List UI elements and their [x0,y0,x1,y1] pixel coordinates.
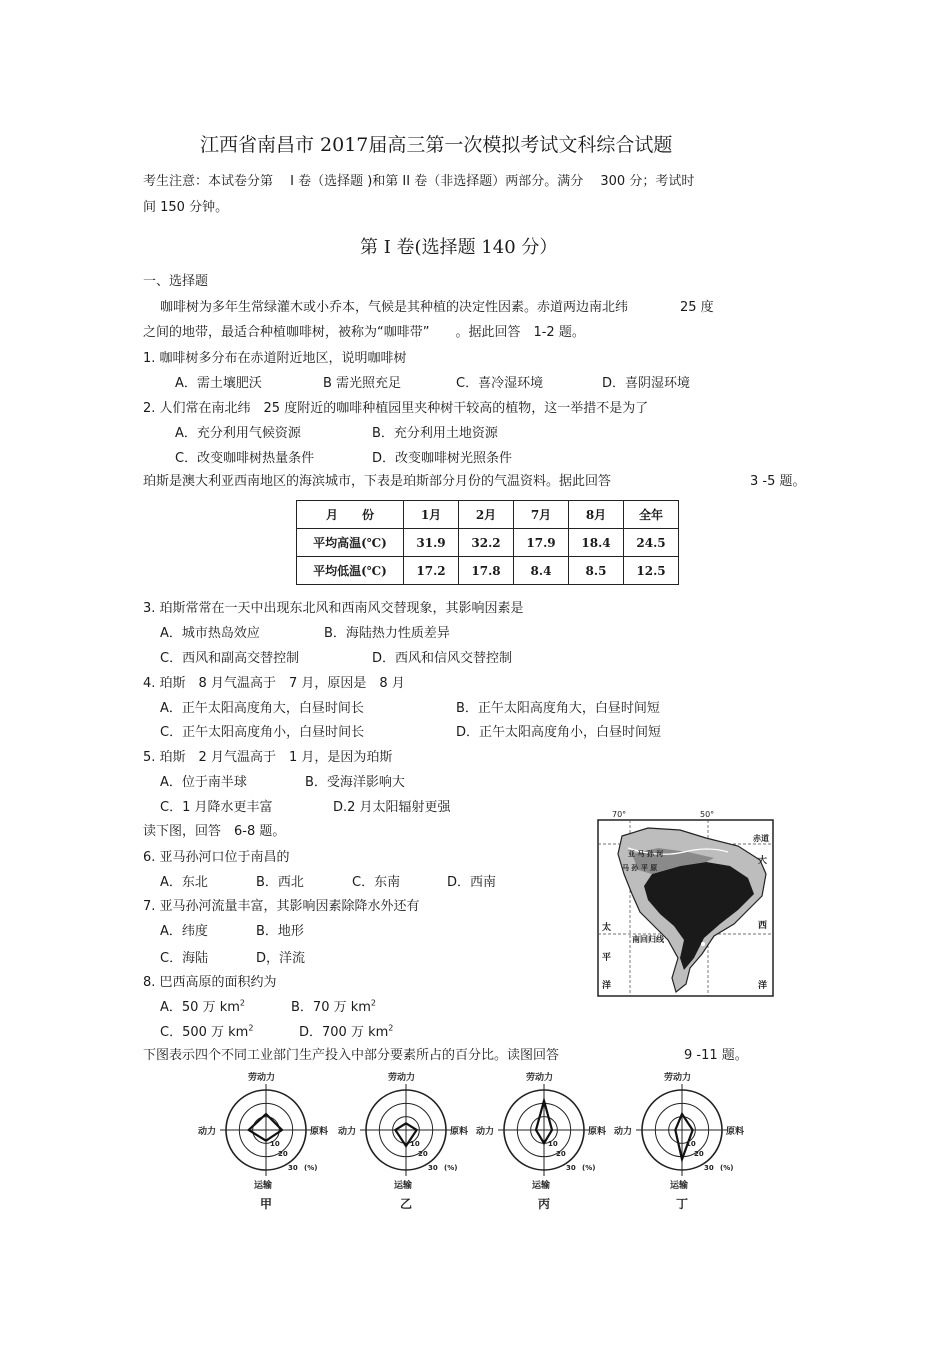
radar-tick-20: 20 [418,1150,428,1158]
table-cell: 18.4 [569,529,624,557]
coffee-intro-line-1: 咖啡树为多年生常绿灌木或小乔本，气候是其种植的决定性因素。赤道两边南北纬 25 度 [160,300,714,315]
table-header-cell: 月 份 [297,501,404,529]
radar-tick-20: 20 [694,1150,704,1158]
q1-option-b: B 需光照充足 [323,376,402,391]
pacific-label-2: 平 [602,953,612,963]
q5-option-d: D.2 月太阳辐射更强 [333,800,451,815]
radar-unit: (%) [444,1164,458,1172]
q2-option-b: B．充分利用土地资源 [372,426,498,441]
radar-chart-name: 甲 [260,1197,273,1211]
q8-option-d [299,1021,393,1040]
superscript: 2 [248,1023,254,1033]
radar-label-labor: 劳动力 [388,1073,416,1083]
table-cell: 平均高温(℃) [297,529,404,557]
table-cell: 24.5 [624,529,679,557]
q6-option-c: C．东南 [352,875,401,890]
amazon-plain-label: 马 孙 平 原 [622,864,658,872]
radar-tick-10: 10 [686,1140,696,1148]
table-cell: 12.5 [624,557,679,585]
q8-option-d-text: D．700 万 km [299,1025,389,1040]
radar-chart-name: 乙 [400,1197,413,1211]
table-header-cell: 2月 [459,501,514,529]
q2-option-a: A．充分利用气候资源 [175,426,301,441]
radar-tick-10: 10 [410,1140,420,1148]
q8-option-b-text: B．70 万 km [291,1000,371,1015]
radar-value-polygon [675,1114,692,1159]
q6-option-d: D．西南 [447,875,497,890]
atlantic-label-1: 大 [758,856,768,866]
radar-label-material: 原料 [450,1127,469,1137]
table-header-cell: 7月 [514,501,569,529]
table-cell: 8.5 [569,557,624,585]
q6-option-a: A．东北 [160,875,208,890]
table-cell: 17.2 [404,557,459,585]
q6-stem: 6. 亚马孙河口位于南昌的 [143,850,290,865]
q2-option-c: C．改变咖啡树热量条件 [175,451,315,466]
radar-label-transport: 运输 [670,1181,689,1191]
longitude-50-label: 50° [700,810,715,819]
longitude-70-label: 70° [612,810,627,819]
q3-option-a: A．城市热岛效应 [160,626,260,641]
notice-line-1: 考生注意：本试卷分第 I 卷（选择题 )和第 II 卷（非选择题）两部分。满分 300 分；考试时 [143,174,695,189]
radar-tick-10: 10 [548,1140,558,1148]
industry-intro: 下图表示四个不同工业部门生产投入中部分要素所占的百分比。读图回答 [143,1048,560,1063]
q7-option-a: A．纬度 [160,924,208,939]
radar-chart-name: 丙 [538,1197,551,1211]
pacific-label-1: 太 [602,923,612,933]
q3-stem: 3. 珀斯常常在一天中出现东北风和西南风交替现象，其影响因素是 [143,601,524,616]
pacific-label-3: 洋 [602,981,612,991]
table-cell: 17.8 [459,557,514,585]
radar-label-material: 原料 [310,1127,329,1137]
radar-label-power: 动力 [338,1127,357,1137]
radar-tick-30: 30 [704,1164,714,1172]
superscript: 2 [370,998,377,1008]
radar-label-labor: 劳动力 [664,1073,692,1083]
q5-option-c: C．1 月降水更丰富 [160,800,273,815]
q5-stem: 5. 珀斯 2 月气温高于 1 月，是因为珀斯 [143,750,393,765]
q4-option-a: A．正午太阳高度角大，白昼时间长 [160,701,364,716]
table-header-cell: 1月 [404,501,459,529]
atlantic-label-2: 西 [758,921,768,931]
part-label: 一、选择题 [143,274,209,289]
radar-chart [474,1068,624,1218]
south-america-map-graphic [588,808,778,998]
radar-label-material: 原料 [726,1127,745,1137]
radar-label-labor: 劳动力 [526,1073,554,1083]
radar-unit: (%) [582,1164,596,1172]
q8-option-c-text: C．500 万 km [160,1025,249,1040]
q8-option-c [160,1021,253,1040]
south-america-map [588,808,778,998]
perth-intro: 珀斯是澳大利亚西南地区的海滨城市，下表是珀斯部分月份的气温资料。据此回答 [143,474,612,489]
radar-tick-20: 20 [556,1150,566,1158]
radar-label-transport: 运输 [394,1181,413,1191]
radar-chart-name: 丁 [676,1197,689,1211]
table-cell: 17.9 [514,529,569,557]
q4-option-d: D．正午太阳高度角小，白昼时间短 [456,725,662,740]
superscript: 2 [388,1023,394,1033]
radar-chart [196,1068,346,1218]
q3-option-c: C．西风和副高交替控制 [160,651,300,666]
q5-option-a: A．位于南半球 [160,775,247,790]
table-header-cell: 全年 [624,501,679,529]
radar-tick-10: 10 [270,1140,280,1148]
radar-label-labor: 劳动力 [248,1073,276,1083]
q1-option-d: D．喜阴湿环境 [602,376,691,391]
radar-label-transport: 运输 [254,1181,273,1191]
atlantic-label-3: 洋 [758,981,768,991]
table-row [297,529,679,557]
radar-unit: (%) [304,1164,318,1172]
radar-tick-30: 30 [288,1164,298,1172]
q7-stem: 7. 亚马孙河流量丰富，其影响因素除降水外还有 [143,899,420,914]
q8-option-a-text: A．50 万 km [160,1000,240,1015]
table-cell: 31.9 [404,529,459,557]
radar-unit: (%) [720,1164,734,1172]
q1-stem: 1. 咖啡树多分布在赤道附近地区，说明咖啡树 [143,351,407,366]
q5-option-b: B．受海洋影响大 [305,775,405,790]
q4-option-c: C．正午太阳高度角小，白昼时间长 [160,725,365,740]
superscript: 2 [239,998,245,1008]
table-cell: 平均低温(℃) [297,557,404,585]
radar-label-power: 动力 [198,1127,217,1137]
radar-tick-20: 20 [278,1150,288,1158]
table-cell: 32.2 [459,529,514,557]
radar-label-power: 动力 [476,1127,495,1137]
coffee-intro-line-2: 之间的地带，最适合种植咖啡树，被称为“咖啡带” 。据此回答 1-2 题。 [143,325,585,340]
q1-option-c: C．喜冷湿环境 [456,376,544,391]
industry-intro-range: 9 -11 题。 [684,1048,748,1063]
q8-option-a [160,996,245,1015]
q3-option-b: B．海陆热力性质差异 [324,626,450,641]
radar-tick-30: 30 [428,1164,438,1172]
q1-option-a: A．需土壤肥沃 [175,376,262,391]
perth-temperature-table [296,500,679,585]
q4-option-b: B．正午太阳高度角大，白昼时间短 [456,701,660,716]
tropic-of-capricorn-label: 南回归线 [632,935,664,944]
q2-stem: 2. 人们常在南北纬 25 度附近的咖啡种植园里夹种树干较高的植物，这一举措不是为了 [143,401,649,416]
map-intro: 读下图，回答 6-8 题。 [143,824,286,839]
table-header-cell: 8月 [569,501,624,529]
radar-label-transport: 运输 [532,1181,551,1191]
q7-option-b: B．地形 [256,924,304,939]
section-title: 第 I 卷(选择题 140 分） [360,237,558,258]
q8-stem: 8. 巴西高原的面积约为 [143,975,277,990]
table-row [297,557,679,585]
equator-label: 赤道 [753,834,769,843]
radar-tick-30: 30 [566,1164,576,1172]
q6-option-b: B．西北 [256,875,304,890]
table-cell: 8.4 [514,557,569,585]
q3-option-d: D．西风和信风交替控制 [372,651,513,666]
q7-option-d: D，洋流 [256,951,306,966]
radar-chart [336,1068,486,1218]
page-title: 江西省南昌市 2017届高三第一次模拟考试文科综合试题 [200,134,673,156]
perth-intro-range: 3 -5 题。 [750,474,806,489]
q2-option-d: D．改变咖啡树光照条件 [372,451,513,466]
q8-option-b [291,996,376,1015]
notice-line-2: 间 150 分钟。 [143,200,229,215]
radar-label-power: 动力 [614,1127,633,1137]
q4-stem: 4. 珀斯 8 月气温高于 7 月，原因是 8 月 [143,676,405,691]
q7-option-c: C．海陆 [160,951,209,966]
radar-label-material: 原料 [588,1127,607,1137]
amazon-river-label: 亚 马 孙 河 [628,850,664,858]
table-header-row [297,501,679,529]
radar-chart [612,1068,762,1218]
